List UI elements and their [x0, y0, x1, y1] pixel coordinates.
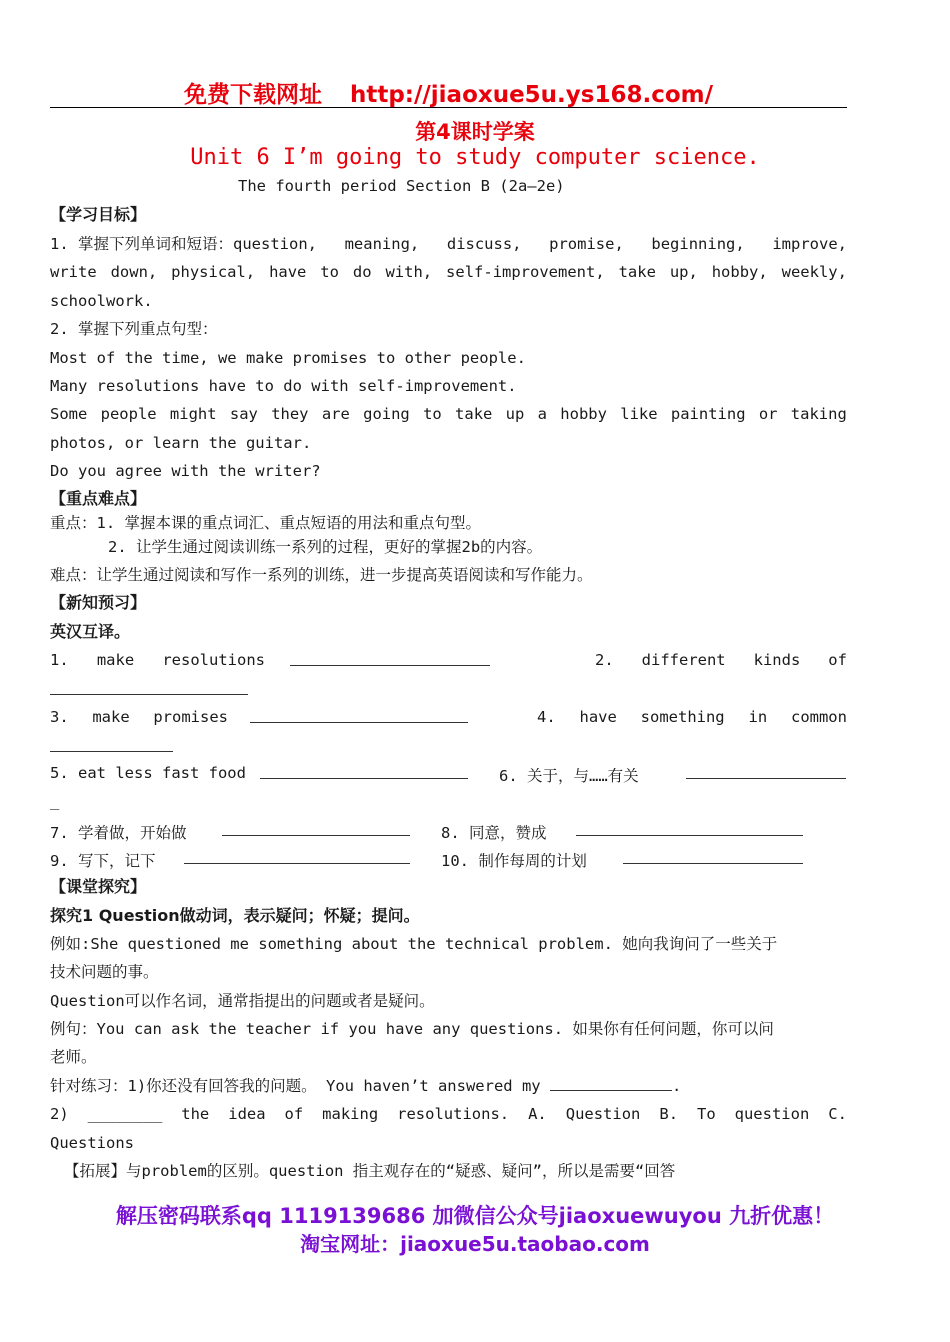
objectives-item2: 2. 掌握下列重点句型： [50, 320, 218, 338]
example-2-line1: 例句：You can ask the teacher if you have any questions. 如果你有任何问题，你可以问 [50, 1020, 774, 1038]
objectives-item1-line3: schoolwork. [50, 292, 153, 310]
explore-heading: 【课堂探究】 [50, 877, 147, 896]
extension-note: 【拓展】与problem的区别。question 指主观存在的“疑惑、疑问”，所以是需要“回答 [64, 1162, 676, 1180]
question-3: 3. make promises [50, 708, 228, 726]
sentence-3-line1: Some people might say they are going to take up a hobby like painting or taking [50, 405, 847, 423]
objectives-heading: 【学习目标】 [50, 205, 147, 224]
explore-topic-1: 探究1 Question做动词，表示疑问；怀疑；提问。 [50, 906, 420, 925]
answer-blank-3[interactable] [250, 708, 468, 723]
sentence-4: Do you agree with the writer? [50, 462, 321, 480]
practice-2-line1: 2) ________ the idea of making resolutions. A. Question B. To question C. [50, 1105, 847, 1123]
answer-blank-4[interactable] [50, 737, 173, 752]
objectives-item1-line1: 1. 掌握下列单词和短语：question, meaning, discuss, promise, beginning, improve, [50, 235, 847, 253]
answer-blank-9[interactable] [184, 849, 410, 864]
question-7: 7. 学着做，开始做 [50, 824, 187, 842]
question-4: 4. have something in common [537, 708, 847, 726]
footer-shop-link[interactable]: 淘宝网址：jiaoxue5u.taobao.com [300, 1232, 650, 1256]
lesson-title: 第4课时学案 [415, 120, 535, 144]
question-10: 10. 制作每周的计划 [441, 852, 587, 870]
key-points-heading: 【重点难点】 [50, 489, 147, 508]
noun-usage-note: Question可以作名词，通常指提出的问题或者是疑问。 [50, 992, 435, 1010]
sentence-1: Most of the time, we make promises to other people. [50, 349, 526, 367]
difficulty: 难点：让学生通过阅读和写作一系列的训练，进一步提高英语阅读和写作能力。 [50, 566, 593, 584]
example-1-line1: 例如:She questioned me something about the technical problem. 她向我询问了一些关于 [50, 935, 778, 953]
period-subtitle: The fourth period Section B (2a—2e) [238, 177, 565, 195]
practice-1-blank[interactable] [550, 1076, 672, 1091]
question-8: 8. 同意，赞成 [441, 824, 547, 842]
practice-1: 针对练习：1)你还没有回答我的问题。 You haven’t answered my . [50, 1077, 682, 1095]
footer-contact: 解压密码联系qq 1119139686 加微信公众号jiaoxuewuyou 九折优惠！ [115, 1204, 835, 1228]
answer-blank-5[interactable] [260, 764, 468, 779]
sentence-3-line2: photos, or learn the guitar. [50, 434, 312, 452]
question-6: 6. 关于，与……有关 [499, 767, 639, 785]
answer-blank-10[interactable] [623, 849, 803, 864]
answer-blank-8[interactable] [576, 821, 803, 836]
answer-blank-6[interactable] [686, 764, 846, 779]
answer-blank-7[interactable] [222, 821, 410, 836]
example-1-line2: 技术问题的事。 [50, 963, 159, 981]
focus-1: 重点：1. 掌握本课的重点词汇、重点短语的用法和重点句型。 [50, 514, 481, 532]
question-9: 9. 写下，记下 [50, 852, 156, 870]
header-label: 免费下载网址 [183, 82, 322, 108]
question-1: 1. make resolutions [50, 651, 265, 669]
answer-blank-1[interactable] [290, 651, 490, 666]
practice-2-line2: Questions [50, 1134, 134, 1152]
focus-2: 2. 让学生通过阅读训练一系列的过程，更好的掌握2b的内容。 [108, 538, 543, 556]
header-divider [50, 107, 847, 108]
header-url-link[interactable]: http://jiaoxue5u.ys168.com/ [349, 82, 714, 108]
question-2: 2. different kinds of [595, 651, 847, 669]
preview-heading: 【新知预习】 [50, 593, 147, 612]
objectives-item1-line2: write down, physical, have to do with, self-improvement, take up, hobby, weekly, [50, 263, 847, 281]
unit-title: Unit 6 I’m going to study computer science. [190, 145, 760, 170]
answer-blank-6-continued: _ [50, 792, 60, 810]
answer-blank-2[interactable] [50, 680, 248, 695]
sentence-2: Many resolutions have to do with self-improvement. [50, 377, 517, 395]
download-header [50, 76, 847, 108]
example-2-line2: 老师。 [50, 1048, 97, 1066]
question-5: 5. eat less fast food [50, 764, 246, 782]
preview-subheading: 英汉互译。 [50, 622, 131, 641]
